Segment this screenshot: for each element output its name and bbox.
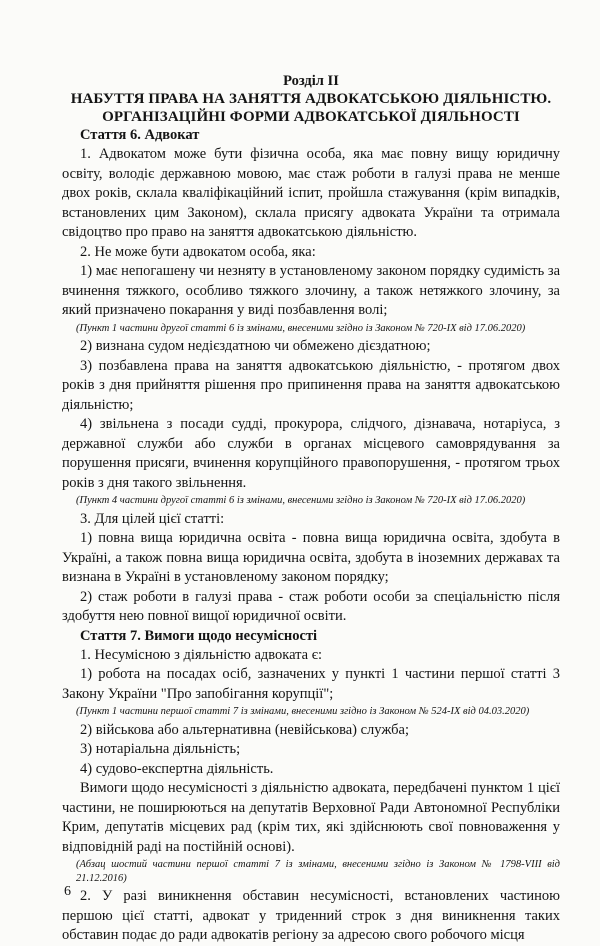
article-6-paragraph: 1) має непогашену чи незняту в установленому законом порядку судимість за вчинення тяжкого, особливо тяжкого злочину, а також нетяжкого злочину, за який призначено покарання у виді позбавлення волі; [62,263,560,318]
section-title-line-2: ОРГАНІЗАЦІЙНІ ФОРМИ АДВОКАТСЬКОЇ ДІЯЛЬНОСТІ [102,109,520,125]
section-title-line-1: НАБУТТЯ ПРАВА НА ЗАНЯТТЯ АДВОКАТСЬКОЮ ДІЯЛЬНІСТЮ. [70,91,552,107]
article-7-paragraph: 1) робота на посадах осіб, зазначених у пункті 1 частини першої статті 3 Закону України "Про запобігання корупції"; [62,666,560,702]
amendment-note: (Абзац шостий частини першої статті 7 із змінами, внесеними згідно із Законом № 1798-VIII від 21.12.2016) [76,859,560,884]
article-6-paragraph: 1) повна вища юридична освіта - повна вища юридична освіта, здобута в Україні, а також повна вища юридична освіта, здобута в іноземних державах та визнана в Україні в установленому законом порядку; [62,530,560,585]
amendment-note: (Пункт 1 частини першої статті 7 із змінами, внесеними згідно із Законом № 524-IX від 04.03.2020) [76,706,530,717]
article-7-paragraph: Вимоги щодо несумісності з діяльністю адвоката, передбачені пунктом 1 цієї частини, не поширюються на депутатів Верховної Ради Автономної Республіки Крим, депутатів місцевих рад (крім тих, які здійснюють свої повноваження у відповідній раді на постійній основі). [62,780,560,855]
article-7-paragraph: 4) судово-експертна діяльність. [80,760,274,777]
article-6-title: Стаття 6. Адвокат [80,127,200,143]
page-number: 6 [64,884,71,899]
article-7-paragraph: 3) нотаріальна діяльність; [80,741,241,757]
article-6-paragraph: 3. Для цілей цієї статті: [80,510,225,527]
article-6-paragraph: 2) стаж роботи в галузі права - стаж роботи особи за спеціальністю після здобуття нею повної вищої юридичної освіти. [62,588,560,624]
article-7-paragraph: 2) військова або альтернативна (невійськова) служба; [80,721,410,738]
article-6-paragraph: 4) звільнена з посади судді, прокурора, слідчого, дізнавача, нотаріуса, з державної служби або служби в органах місцевого самоврядування за порушення присяги, вчинення корупційного правопорушення, - протягом трьох років з дня такого звільнення. [62,416,560,491]
article-7-paragraph: 1. Несумісною з діяльністю адвоката є: [80,646,322,663]
article-7-paragraph: 2. У разі виникнення обставин несумісності, встановлених частиною першою цієї статті, адвокат у триденний строк з дня виникнення таких обставин подає до ради адвокатів регіону за адресою свого робочого місця [62,888,560,943]
article-6-paragraph: 2. Не може бути адвокатом особа, яка: [80,243,316,260]
amendment-note: (Пункт 1 частини другої статті 6 із змінами, внесеними згідно із Законом № 720-IX від 17.06.2020) [76,322,526,334]
section-label: Розділ II [283,73,339,89]
article-6-paragraph: 2) визнана судом недієздатною чи обмежено дієздатною; [80,338,431,354]
article-7-title: Стаття 7. Вимоги щодо несумісності [80,627,318,644]
article-6-paragraph: 1. Адвокатом може бути фізична особа, яка має повну вищу юридичну освіту, володіє державною мовою, має стаж роботи в галузі права не менше двох років, склала кваліфікаційний іспит, пройшла стажування (крім випадків, встановлених цим Законом), склала присягу адвоката України та отримала свідоцтво про право на заняття адвокатською діяльністю. [62,146,560,240]
amendment-note: (Пункт 4 частини другої статті 6 із змінами, внесеними згідно із Законом № 720-IX від 17.06.2020) [76,495,526,506]
article-6-paragraph: 3) позбавлена права на заняття адвокатською діяльністю, - протягом двох років з дня прийняття рішення про припинення права на заняття адвокатською діяльністю; [62,357,560,413]
